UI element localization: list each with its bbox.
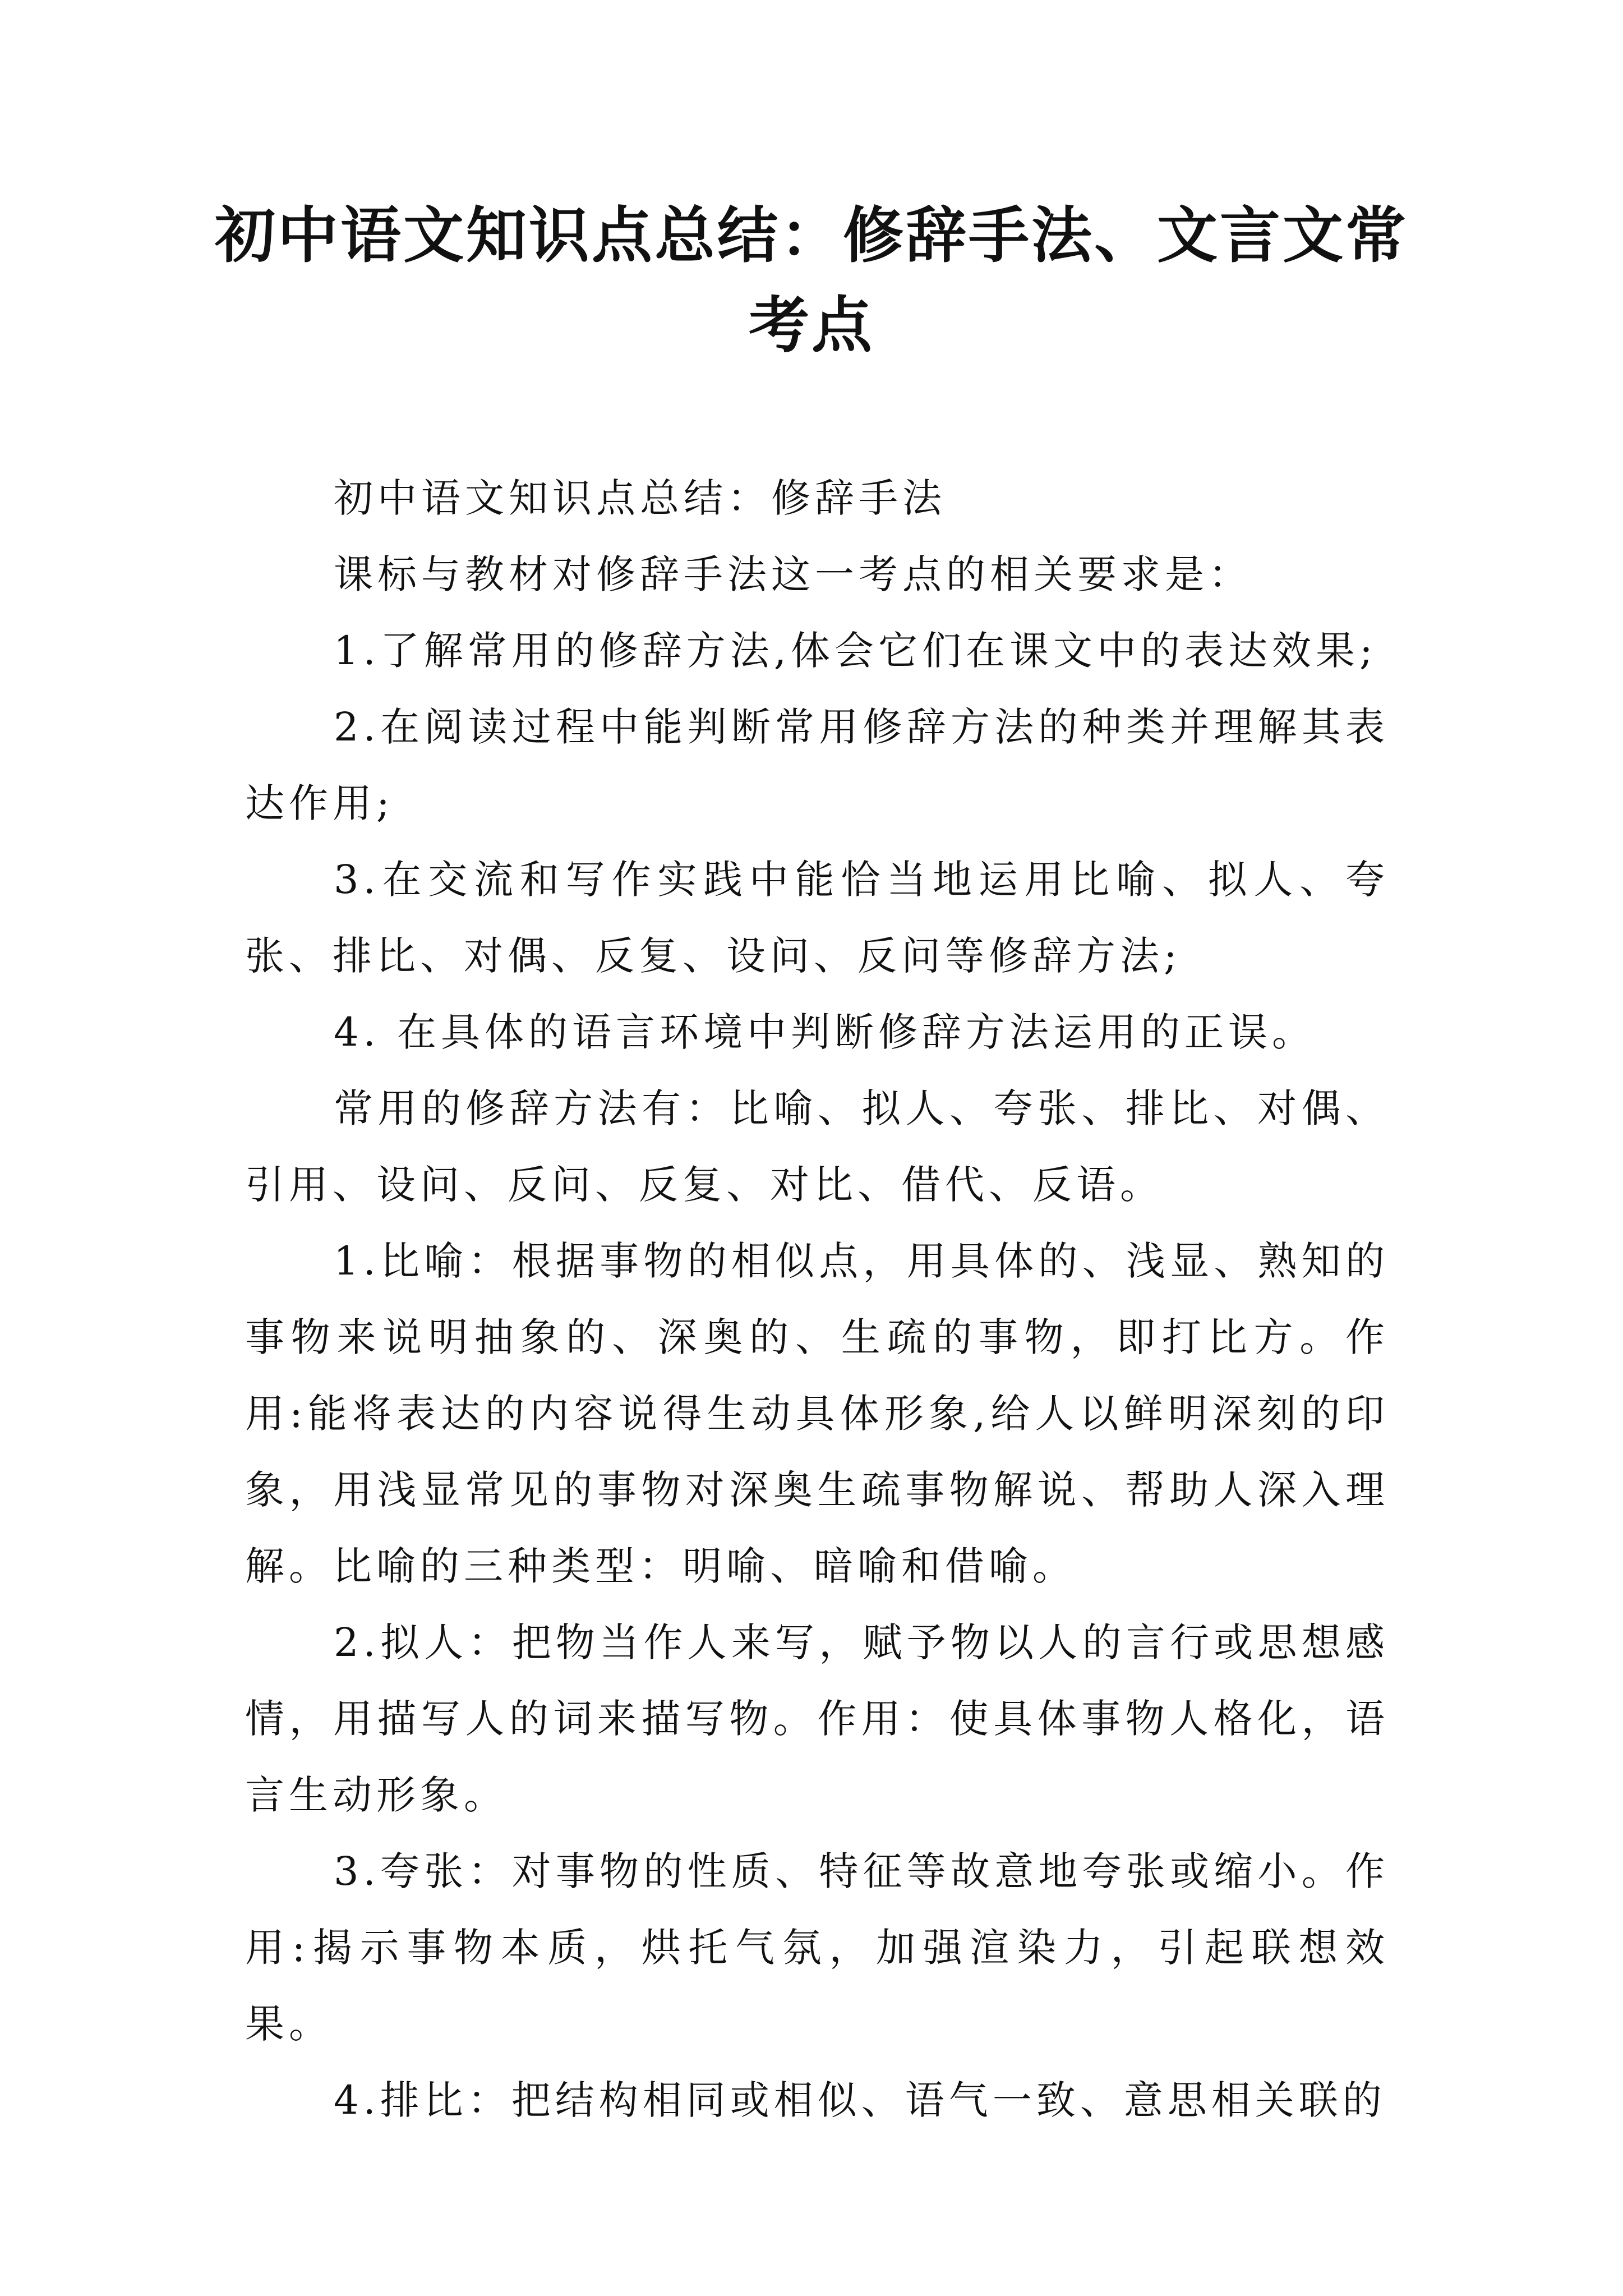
paragraph-metaphor: 1.比喻：根据事物的相似点，用具体的、浅显、熟知的事物来说明抽象的、深奥的、生疏的事物，即打比方。作用:能将表达的内容说得生动具体形象,给人以鲜明深刻的印象，用浅显常见的事物对深奥生疏事物解说、帮助人深入理解。比喻的三种类型：明喻、暗喻和借喻。 [245,1238,1389,1589]
paragraph-parallelism: 4.排比：把结构相同或相似、语气一致、意思相关联的 [334,2077,1386,2123]
paragraph-requirements-intro: 课标与教材对修辞手法这一考点的相关要求是： [334,551,1252,597]
paragraph-personification: 2.拟人：把物当作人来写，赋予物以人的言行或思想感情，用描写人的词来描写物。作用：使具体事物人格化，语言生动形象。 [245,1619,1389,1818]
paragraph-requirement-4: 4. 在具体的语言环境中判断修辞方法运用的正误。 [334,1009,1316,1055]
document-body [245,460,1389,2138]
paragraph-heading: 初中语文知识点总结：修辞手法 [334,475,946,521]
paragraph-common-methods: 常用的修辞方法有：比喻、拟人、夸张、排比、对偶、引用、设问、反问、反复、对比、借代、反语。 [245,1085,1389,1208]
title-line-1: 初中语文知识点总结：修辞手法、文言文常 [214,200,1408,271]
title-line-2: 考点 [748,290,874,361]
paragraph-requirement-1: 1.了解常用的修辞方法,体会它们在课文中的表达效果; [334,628,1377,674]
document-title [213,191,1410,370]
paragraph-requirement-2: 2.在阅读过程中能判断常用修辞方法的种类并理解其表达作用; [245,704,1389,826]
paragraph-hyperbole: 3.夸张：对事物的性质、特征等故意地夸张或缩小。作用:揭示事物本质，烘托气氛，加强渲染力，引起联想效果。 [245,1848,1389,2047]
paragraph-requirement-3: 3.在交流和写作实践中能恰当地运用比喻、拟人、夸张、排比、对偶、反复、设问、反问等修辞方法; [245,857,1389,979]
